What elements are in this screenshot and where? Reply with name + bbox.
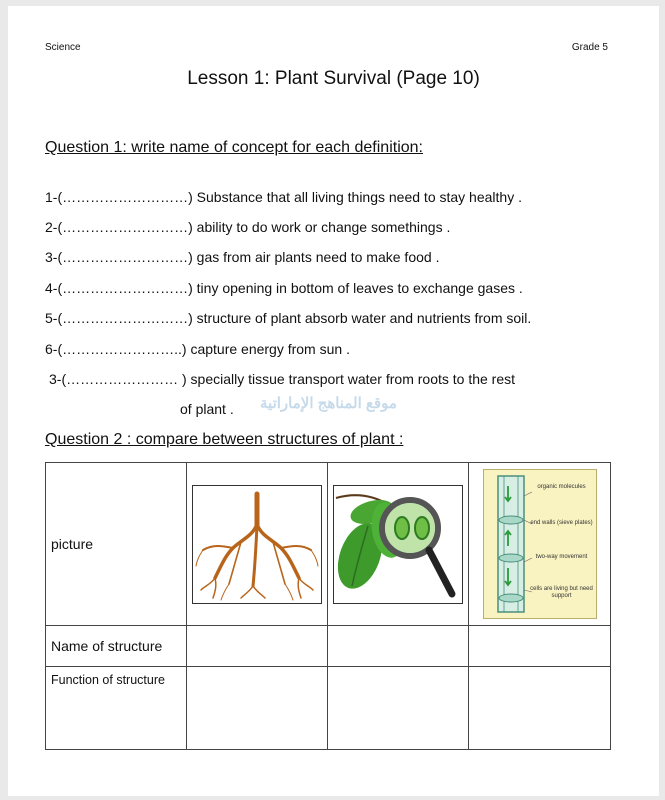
definition-item-7-continued: of plant . — [180, 401, 234, 417]
leaf-cell — [328, 463, 469, 626]
answer-cell[interactable] — [187, 667, 328, 750]
answer-cell[interactable] — [328, 667, 469, 750]
subject-label: Science — [45, 42, 81, 53]
lesson-title: Lesson 1: Plant Survival (Page 10) — [187, 68, 480, 89]
answer-cell[interactable] — [469, 667, 611, 750]
question1-heading: Question 1: write name of concept for each definition: — [45, 139, 423, 156]
function-row-label: Function of structure — [46, 667, 187, 750]
question2-heading: Question 2 : compare between structures of plant : — [45, 431, 404, 448]
diagram-label-two-way: two-way movement — [535, 554, 588, 560]
diagram-label-end-walls: end walls (sieve plates) — [530, 520, 593, 526]
definition-item-6: 6-(……………………..) capture energy from sun . — [45, 341, 350, 357]
answer-cell[interactable] — [469, 626, 611, 667]
picture-row-label: picture — [46, 463, 187, 626]
leaf-magnifier-image — [333, 485, 463, 604]
definition-item-5: 5-(………………………) structure of plant absorb water and nutrients from soil. — [45, 310, 532, 326]
answer-cell[interactable] — [187, 626, 328, 667]
grade-label: Grade 5 — [571, 42, 608, 53]
phloem-cell — [469, 463, 611, 626]
definition-item-3: 3-(………………………) gas from air plants need to make food . — [45, 249, 440, 265]
definition-item-4: 4-(………………………) tiny opening in bottom of leaves to exchange gases . — [45, 280, 523, 296]
compare-table — [45, 462, 611, 750]
diagram-label-cells: cells are living but need support — [530, 586, 593, 599]
watermark: موقع المناهج الإماراتية — [260, 395, 397, 412]
roots-cell — [187, 463, 328, 626]
definition-item-1: 1-(………………………) Substance that all living things need to stay healthy . — [45, 189, 522, 205]
roots-image — [192, 485, 322, 604]
name-row-label: Name of structure — [46, 626, 187, 667]
answer-cell[interactable] — [328, 626, 469, 667]
definition-item-7: 3-(…………………… ) specially tissue transport water from roots to the rest — [49, 371, 516, 387]
definition-item-2: 2-(………………………) ability to do work or change somethings . — [45, 219, 451, 235]
phloem-diagram-image — [483, 469, 597, 619]
diagram-label-organic: organic molecules — [537, 484, 586, 490]
worksheet-page — [8, 6, 659, 796]
